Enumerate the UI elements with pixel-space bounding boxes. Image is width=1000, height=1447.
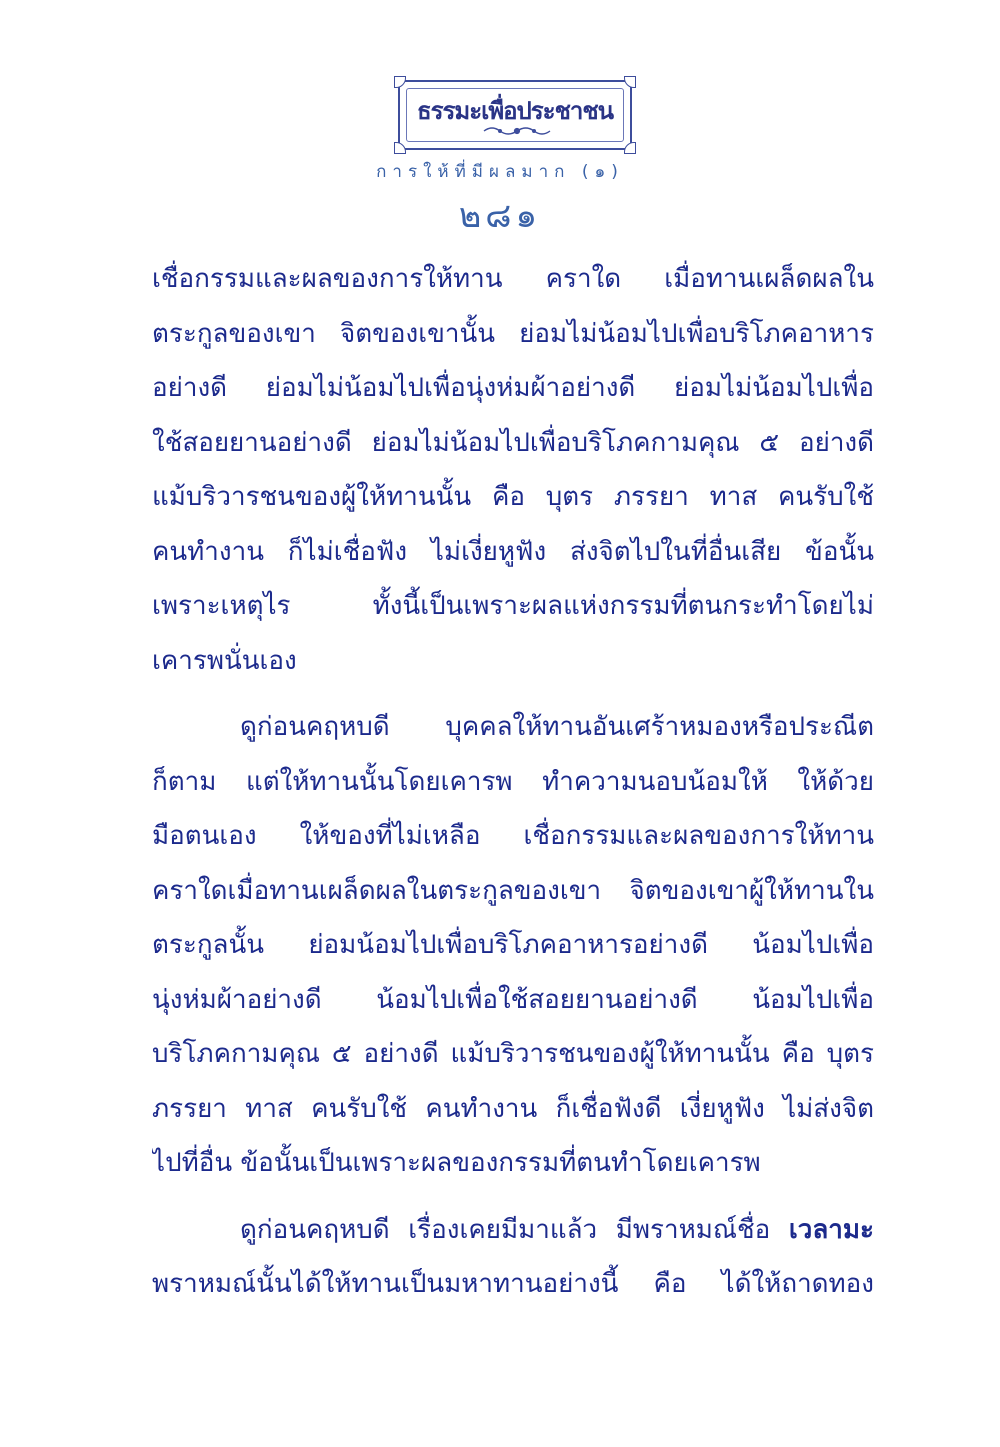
brahmin-name: เวลามะ	[788, 1214, 874, 1245]
book-logo	[398, 80, 632, 150]
text-line: ตระกูลนั้น ย่อมน้อมไปเพื่อบริโภคอาหารอย่างดี น้อมไปเพื่อ	[152, 930, 874, 960]
text-segment: ดูก่อนคฤหบดี เรื่องเคยมีมาแล้ว มีพราหมณ์ชื่อ	[240, 1214, 789, 1245]
text-line: แม้บริวารชนของผู้ให้ทานนั้น คือ บุตร ภรรยา ทาส คนรับใช้	[152, 482, 874, 512]
text-line: คนทำงาน ก็ไม่เชื่อฟัง ไม่เงี่ยหูฟัง ส่งจิตไปในที่อื่นเสีย ข้อนั้น	[152, 536, 874, 567]
text-line: คราใดเมื่อทานเผล็ดผลในตระกูลของเขา จิตของเขาผู้ให้ทานใน	[152, 875, 874, 906]
page-number: ๒๘๑	[458, 196, 542, 236]
text-line: นุ่งห่มผ้าอย่างดี น้อมไปเพื่อใช้สอยยานอย่างดี น้อมไปเพื่อ	[152, 984, 874, 1015]
text-line: เชื่อกรรมและผลของการให้ทาน คราใด เมื่อทานเผล็ดผลใน	[152, 264, 874, 294]
flourish-icon	[400, 124, 634, 138]
text-line: ไปที่อื่น ข้อนั้นเป็นเพราะผลของกรรมที่ตนทำโดยเคารพ	[152, 1148, 761, 1178]
text-line: เพราะเหตุไร ทั้งนี้เป็นเพราะผลแห่งกรรมที่ตนกระทำโดยไม่	[152, 591, 874, 621]
text-line: ดูก่อนคฤหบดี บุคคลให้ทานอันเศร้าหมองหรือประณีต	[240, 712, 874, 742]
text-line	[152, 1203, 874, 1258]
text-line: ใช้สอยยานอย่างดี ย่อมไม่น้อมไปเพื่อบริโภคกามคุณ ๕ อย่างดี	[152, 427, 874, 458]
logo-corner-ornament	[624, 142, 636, 154]
text-line: บริโภคกามคุณ ๕ อย่างดี แม้บริวารชนของผู้ให้ทานนั้น คือ บุตร	[152, 1039, 874, 1069]
text-line: อย่างดี ย่อมไม่น้อมไปเพื่อนุ่งห่มผ้าอย่างดี ย่อมไม่น้อมไปเพื่อ	[152, 373, 874, 403]
chapter-subtitle: การให้ที่มีผลมาก (๑)	[376, 162, 624, 182]
logo-corner-ornament	[394, 76, 406, 88]
paragraph-gap	[152, 1191, 874, 1203]
text-line: มือตนเอง ให้ของที่ไม่เหลือ เชื่อกรรมและผลของการให้ทาน	[152, 821, 874, 851]
paragraph-gap	[152, 688, 874, 700]
logo-corner-ornament	[394, 142, 406, 154]
logo-text: ธรรมะเพื่อประชาชน	[416, 97, 614, 125]
text-line: พราหมณ์นั้นได้ให้ทานเป็นมหาทานอย่างนี้ คือ ได้ให้ถาดทอง	[152, 1269, 874, 1299]
body-text	[152, 252, 874, 1312]
text-line: ก็ตาม แต่ให้ทานนั้นโดยเคารพ ทำความนอบน้อมให้ ให้ด้วย	[152, 766, 874, 797]
text-line: เคารพนั่นเอง	[152, 645, 297, 676]
logo-corner-ornament	[624, 76, 636, 88]
text-line: ภรรยา ทาส คนรับใช้ คนทำงาน ก็เชื่อฟังดี เงี่ยหูฟัง ไม่ส่งจิต	[152, 1093, 874, 1124]
text-line: ตระกูลของเขา จิตของเขานั้น ย่อมไม่น้อมไปเพื่อบริโภคอาหาร	[152, 318, 874, 349]
